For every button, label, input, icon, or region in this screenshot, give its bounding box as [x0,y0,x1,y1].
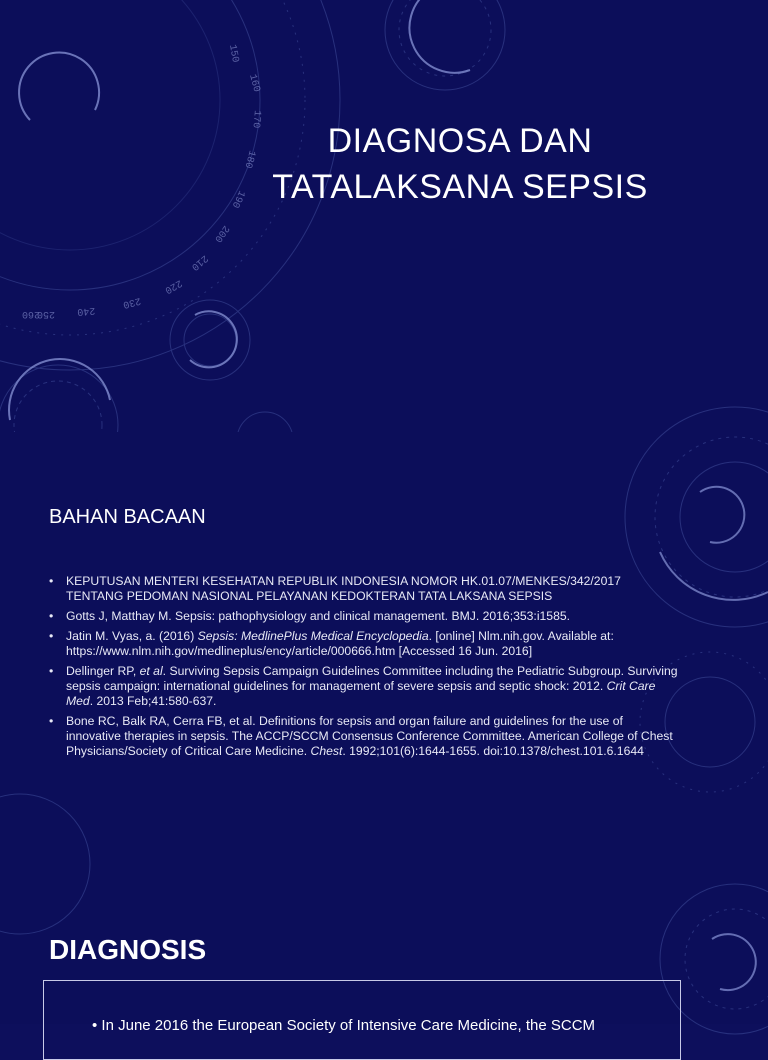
section-heading: BAHAN BACAAN [49,506,206,528]
dial-number: 180 [241,148,257,170]
reference-item [49,574,679,604]
content-box [43,980,681,1060]
dial-number: 160 [246,73,262,94]
dial-number: 190 [228,188,247,210]
reference-item [49,629,679,659]
bullet-icon: • [49,664,54,678]
references-slide [0,432,768,864]
reference-item [49,609,679,624]
dial-number: 150 [226,43,241,64]
title-slide [0,0,768,432]
bullet-icon: • [49,574,54,588]
dial-number: 170 [249,109,262,129]
bullet-icon: • [49,629,54,643]
content-text: • In June 2016 the European Society of Intensive Care Medicine, the SCCM [92,1017,596,1034]
reference-item [49,664,679,709]
bullet-icon: • [49,609,54,623]
reference-text: Gotts J, Matthay M. Sepsis: pathophysiology and clinical management. BMJ. 2016;353:i1585. [66,609,571,623]
reference-list [49,574,679,764]
reference-italic-text: Crit Care Med [66,679,656,708]
reference-text: . 2013 Feb;41:580-637. [89,694,217,708]
dial-number: 240 [76,304,96,317]
bullet-icon: • [49,714,54,728]
title-line-2: TATALAKSANA SEPSIS [272,168,648,206]
reference-text: . 1992;101(6):1644-1655. doi:10.1378/chest.101.6.1644 [342,744,644,758]
reference-italic-text: Chest [310,744,343,758]
circular-dial-decoration [0,0,768,432]
reference-italic-text: Sepsis: MedlinePlus Medical Encyclopedia [197,629,429,643]
diagnosis-heading: DIAGNOSIS [49,934,207,965]
page-title [230,118,690,210]
dial-number: 200 [211,222,231,244]
reference-item [49,714,679,759]
dial-number: 250 [36,308,55,319]
title-line-1: DIAGNOSA DAN [327,122,593,160]
dial-number: 210 [188,251,210,272]
dial-number: 220 [162,276,184,296]
reference-text: Dellinger RP, [66,664,140,678]
reference-text: . Surviving Sepsis Campaign Guidelines Committee including the Pediatric Subgroup. Surviving sepsis campaign: international guidelines for management of severe sepsis and septic shock: 2012. [66,664,678,693]
reference-text: . [online] Nlm.nih.gov. Available at: https://www.nlm.nih.gov/medlineplus/ency/article/000666.htm [Accessed 16 Jun. 2016] [66,629,614,658]
diagnosis-slide [0,864,768,1034]
reference-text: Jatin M. Vyas, a. (2016) [66,629,198,643]
dial-number: 230 [121,294,142,310]
dial-number: 260 [21,308,40,319]
reference-text: Bone RC, Balk RA, Cerra FB, et al. Definitions for sepsis and organ failure and guidelines for the use of innovative therapies in sepsis. The ACCP/SCCM Consensus Conference Committee. American College of Chest Physicians/Society of Critical Care Medicine. [66,714,673,758]
reference-text: KEPUTUSAN MENTERI KESEHATAN REPUBLIK INDONESIA NOMOR HK.01.07/MENKES/342/2017 TENTANG PEDOMAN NASIONAL PELAYANAN KEDOKTERAN TATA LAKSANA SEPSIS [66,574,621,603]
reference-italic-text: et al [139,664,163,678]
